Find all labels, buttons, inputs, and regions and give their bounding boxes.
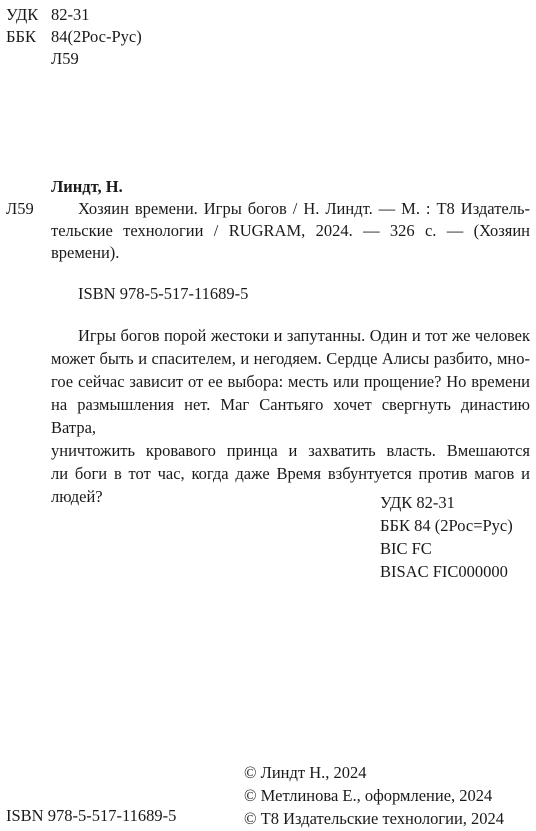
bottom-udk: УДК 82-31 <box>380 493 455 512</box>
annotation-line-1: Игры богов порой жестоки и запутанны. Один и тот же человек <box>78 326 530 345</box>
bottom-bisac: BISAC FIC000000 <box>380 562 508 581</box>
isbn-entry: ISBN 978-5-517-11689-5 <box>78 284 249 303</box>
udk-line-top <box>6 4 90 26</box>
bbk-label: ББК <box>6 27 36 46</box>
annotation-line-5: уничтожить кровавого принца и захватить власть. Вмешаются <box>51 441 530 460</box>
annotation <box>51 324 530 508</box>
description-line-3: времени). <box>51 243 120 262</box>
annotation-line-4: на размышления нет. Маг Сантьяго хочет свергнуть династию Ватра, <box>51 395 530 437</box>
bbk-value: 84(2Рос-Рус) <box>51 27 142 46</box>
annotation-line-3: гое сейчас зависит от ее выбора: месть или прощение? Но времени <box>51 372 530 391</box>
bottom-classification <box>380 491 513 583</box>
annotation-line-7: людей? <box>51 487 103 506</box>
copyright-design: © Метлинова Е., оформление, 2024 <box>244 786 493 805</box>
udk-label: УДК <box>6 5 39 24</box>
copyright-block <box>244 761 504 830</box>
author-heading: Линдт, Н. <box>51 177 123 196</box>
copyright-author: © Линдт Н., 2024 <box>244 763 367 782</box>
footer-isbn: ISBN 978-5-517-11689-5 <box>6 806 177 825</box>
copyright-publisher: © Т8 Издательские технологии, 2024 <box>244 809 505 828</box>
catalog-sign: Л59 <box>6 199 34 218</box>
bottom-bbk: ББК 84 (2Рос=Рус) <box>380 516 513 535</box>
bottom-bic: BIC FC <box>380 539 432 558</box>
author-sign-top: Л59 <box>51 49 79 68</box>
description-line-1: Хозяин времени. Игры богов / Н. Линдт. — М. : Т8 Издатель- <box>78 199 530 218</box>
udk-value: 82-31 <box>51 5 90 24</box>
annotation-line-6: ли боги в тот час, когда даже Время взбунтуется против магов и <box>51 464 530 483</box>
annotation-line-2: может быть и спасителем, и негодяем. Сердце Алисы разбито, мно- <box>51 349 530 368</box>
description-line-2: тельские технологии / RUGRAM, 2024. — 326 с. — (Хозяин <box>51 221 530 240</box>
bbk-line-top <box>6 26 142 48</box>
